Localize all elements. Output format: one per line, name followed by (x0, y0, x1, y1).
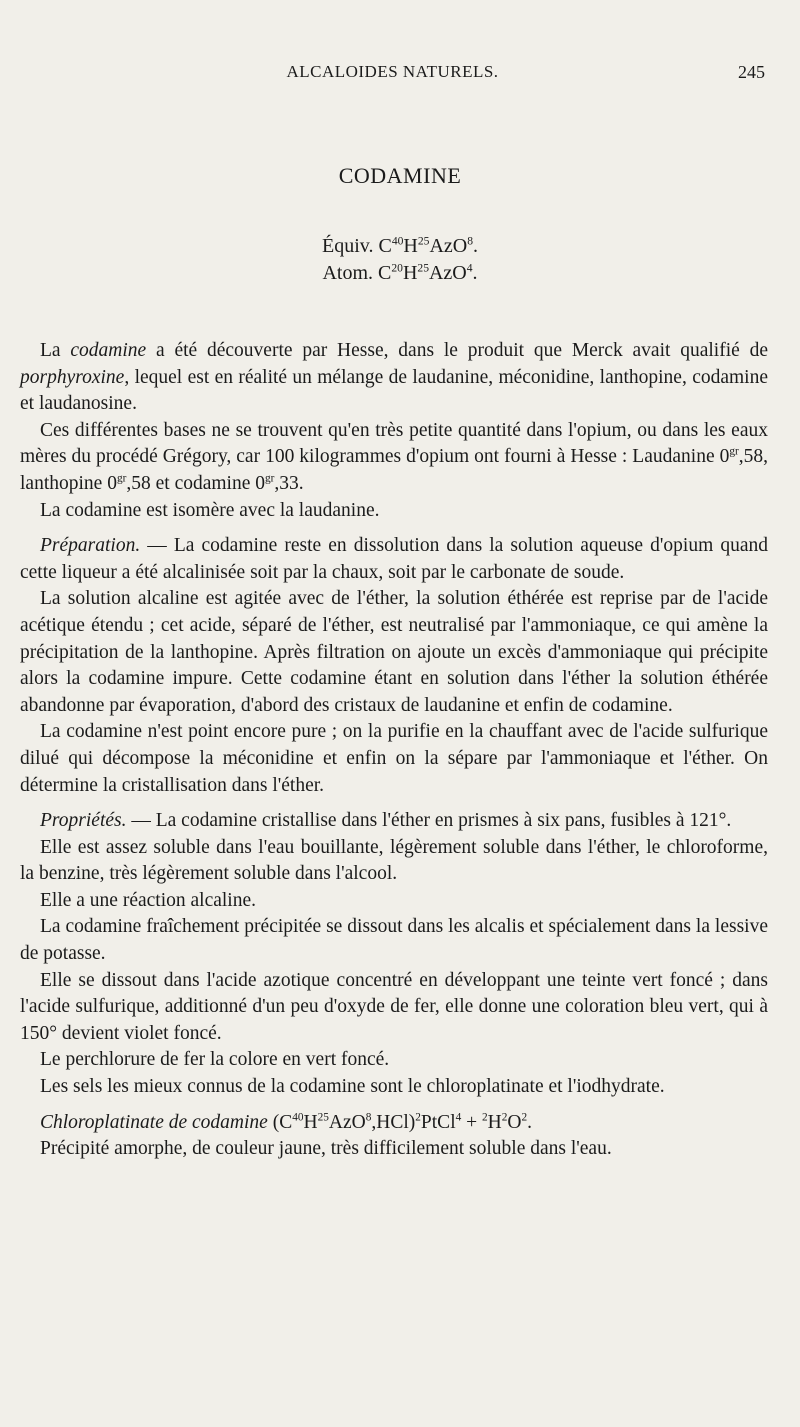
section-label: Préparation. (40, 535, 141, 557)
chemical-formula: $(C^{40}H^{25}AzO^8,HCl)^2PtCl^4 + ^2H^2O^2$. (267, 1111, 533, 1133)
unit-superscript: gr (265, 472, 275, 485)
equivalent-formula (0, 235, 800, 258)
unit-superscript: gr (729, 445, 739, 458)
atomic-formula (0, 262, 800, 285)
text-run: , lequel est en réalité un mélange de laudanine, méconidine, lanthopine, codamine et laudanosine. (20, 366, 768, 415)
paragraph: Précipité amorphe, de couleur jaune, très difficilement soluble dans l'eau. (40, 1138, 612, 1160)
equiv-formula: $C^{40}H^{25}AzO^8$. (378, 234, 479, 257)
paragraph-chloroplatinate (20, 1110, 768, 1137)
paragraph: La codamine est isomère avec la laudanine. (40, 499, 380, 521)
italic-term: codamine (70, 340, 147, 361)
section-label: Propriétés. (40, 810, 127, 832)
paragraph: La solution alcaline est agitée avec de l'éther, la solution éthérée est reprise par de l'acide acétique étendu ; cet acide, séparé de l'éther, est neutralisé par l'ammoniaque, ce qui amène la précipitation de la lanthopine. Après filtration on ajoute un excès d'ammoniaque qui précipite alors la codamine impure. Cette codamine étant en solution dans l'éther la solution éthérée abandonne par évaporation, d'abord des cristaux de laudanine et enfin de codamine. (20, 588, 768, 716)
paragraph: La codamine fraîchement précipitée se dissout dans les alcalis et spécialement dans la lessive de potasse. (20, 916, 768, 965)
paragraph: Les sels les mieux connus de la codamine sont le chloroplatinate et l'iodhydrate. (40, 1076, 665, 1098)
section-label: Chloroplatinate de codamine (40, 1111, 268, 1133)
unit-superscript: gr (116, 472, 127, 485)
text-run: Ces différentes bases ne se trouvent qu'en très petite quantité dans l'opium, ou dans les eaux mères du procédé Grégory, car 100 kilogrammes d'opium ont fourni à Hesse : Laudanine 0 (20, 419, 768, 468)
paragraph: Elle se dissout dans l'acide azotique concentré en développant une teinte vert foncé ; dans l'acide sulfurique, additionné d'un peu d'oxyde de fer, elle donne une coloration bleu vert, qui à 150° devient violet foncé. (20, 969, 768, 1044)
text-run: — La codamine cristallise dans l'éther en prismes à six pans, fusibles à 121°. (126, 810, 732, 832)
body-text (20, 338, 768, 1163)
text-run: a été découverte par Hesse, dans le produit que Merck avait qualifié de (146, 340, 768, 361)
text-run: La (40, 340, 71, 361)
text-run: — La codamine reste en dissolution dans la solution aqueuse d'opium quand cette liqueur a été alcalinisée soit par la chaux, soit par le carbonate de soude. (20, 535, 768, 583)
text-run: ,58, lanthopine 0 (20, 446, 768, 494)
paragraph: Le perchlorure de fer la colore en vert foncé. (40, 1049, 390, 1071)
text-run: ,58 et codamine 0 (126, 472, 265, 494)
page-number: 245 (738, 62, 765, 82)
paragraph-properties (20, 808, 768, 835)
paragraph-preparation (20, 533, 768, 586)
paragraph: La codamine n'est point encore pure ; on la purifie en la chauffant avec de l'acide sulfurique dilué qui décompose la méconidine et enfin on la sépare par l'ammoniaque et l'éther. On détermine la cristallisation dans l'éther. (20, 721, 768, 796)
paragraph (20, 338, 768, 418)
equiv-label: Équiv. (321, 235, 374, 257)
section-heading: CODAMINE (338, 163, 462, 188)
paragraph: Elle a une réaction alcaline. (40, 889, 257, 911)
italic-term: porphyroxine (20, 366, 125, 388)
atom-label: Atom. (322, 262, 373, 284)
atom-formula: $C^{20}H^{25}AzO^4$. (378, 261, 478, 284)
paragraph (20, 418, 768, 498)
running-title: ALCALOIDES NATURELS. (286, 62, 499, 81)
text-run: ,33. (274, 472, 304, 494)
paragraph: Elle est assez soluble dans l'eau bouillante, légèrement soluble dans l'éther, le chloroforme, la benzine, très légèrement soluble dans l'alcool. (20, 836, 768, 885)
running-header (20, 60, 765, 90)
